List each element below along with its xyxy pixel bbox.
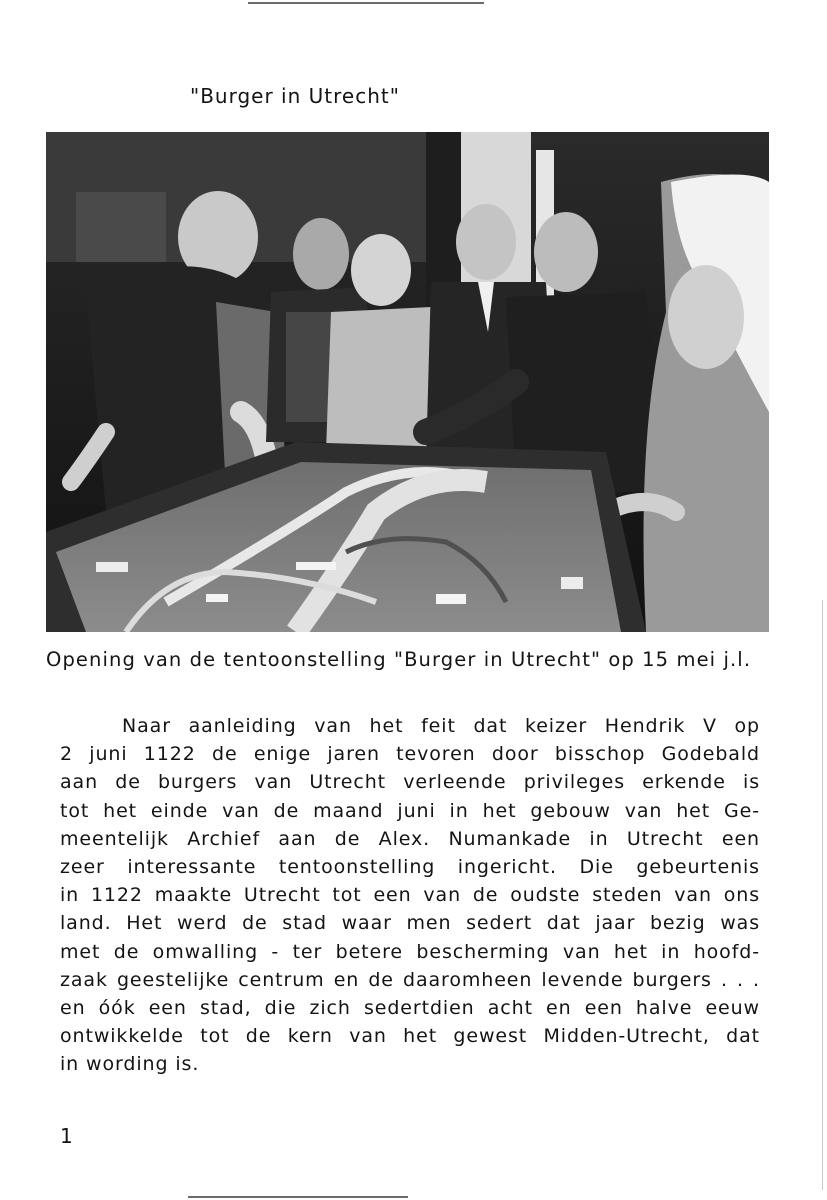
- right-edge-line: [822, 600, 823, 1190]
- body-line: en óók een stad, die zich sedertdien acht en een halve eeuw: [60, 997, 760, 1020]
- page-heading: "Burger in Utrecht": [190, 84, 400, 108]
- top-edge-line: [248, 2, 484, 4]
- body-line: land. Het werd de stad waar men sedert dat jaar bezig was: [60, 912, 760, 935]
- body-line: zeer interessante tentoonstelling ingericht. Die gebeurtenis: [60, 856, 760, 879]
- body-line: zaak geestelijke centrum en de daaromheen levende burgers . . .: [60, 968, 760, 991]
- exhibition-photo: [46, 132, 769, 632]
- bottom-edge-line: [188, 1196, 408, 1198]
- photo-caption: Opening van de tentoonstelling "Burger in Utrecht" op 15 mei j.l.: [46, 648, 752, 671]
- body-line: 2 juni 1122 de enige jaren tevoren door bisschop Godebald: [60, 743, 760, 766]
- body-line: in wording is.: [60, 1053, 200, 1076]
- body-line: Naar aanleiding van het feit dat keizer Hendrik V op: [122, 715, 760, 737]
- body-line: met de omwalling - ter betere bescherming van het in hoofd-: [60, 940, 760, 963]
- body-line: aan de burgers van Utrecht verleende privileges erkende is: [60, 771, 760, 794]
- article-body: [60, 712, 760, 1079]
- exhibition-photo-illustration: [46, 132, 769, 632]
- body-line: in 1122 maakte Utrecht tot een van de oudste steden van ons: [60, 884, 760, 907]
- body-line: tot het einde van de maand juni in het gebouw van het Ge-: [60, 799, 760, 822]
- body-line: ontwikkelde tot de kern van het gewest Midden-Utrecht, dat: [60, 1025, 760, 1048]
- body-line: meentelijk Archief aan de Alex. Numankade in Utrecht een: [60, 827, 760, 850]
- page-number: 1: [60, 1124, 73, 1148]
